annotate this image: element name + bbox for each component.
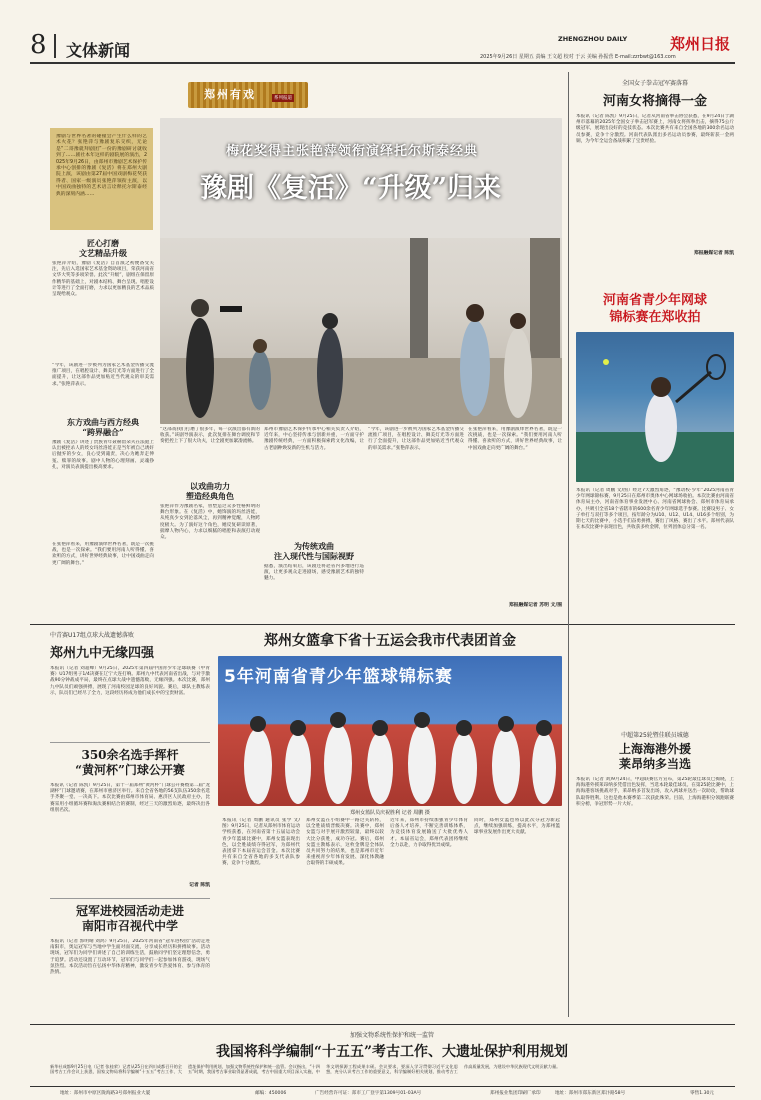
basketball-caption: 郑州女篮队员庆祝胜利 记者 周鹏 摄 [350, 810, 430, 816]
feature-para-6: “这部戏我们打磨了很多年，每一次演出都有新的收获。”该剧导演表示，此次复排在舞台调度和节奏把控上下了很大功夫，让全剧更加紧凑流畅。 [160, 427, 260, 445]
gateball-byline: 记者 陈凯 [189, 883, 210, 888]
feature-para-3: 豫剧《复活》讲述了贵族青年聂赫留朵夫在法庭上认出被控杀人的妓女玛丝洛娃正是当年被自己诱奸后抛弃的少女，良心受到谴责，决心为她奔走伸冤、赎罪的故事。剧中人物的心理刻画、灵魂挣扎，对演员表演提出极高要求。 [52, 440, 154, 470]
feature-para-5: 张艳萍作为豫剧名家，曾塑造过众多性格鲜明的舞台形象。在《复活》中，她饰演的玛丝洛娃，从纯真少女到沦落风尘，再到精神觉醒，人物跨度极大。为了演好这个角色，她反复研读原著，揣摩人物内心，力求以细腻的唱腔和表演打动观众。 [160, 504, 260, 541]
shanghai-body: 本报讯（记者 刘)9月24日，中超联赛官方宣布，第25轮最佳球员已揭晓，上海海港外援莱昂纳多凭借出色发挥，当选本轮最佳球员。在第25轮比赛中，上海海港客场挑战对手，莱昂纳多首发出场，攻入两球并送出一次助攻，帮助球队取得胜利。这也是他本赛季第二次获此殊荣。目前，上海海港积分领跑联赛积分榜，争冠形势一片大好。 [576, 777, 734, 807]
tennis-article [576, 292, 734, 617]
u17-pre: 中青赛U17组点球大战遗憾落败 [50, 632, 135, 639]
school-body: 本报讯（记者 郭明晴 刘鸿）9月25日，2025年河南省“冠军进校园”活动走进南阳市，奥运冠军与当地中学生面对面交流，分享成长经历和拼搏故事。活动现场，冠军们为同学们讲述了自己的训练生活，鼓励同学们坚定理想信念，勇于追梦。活动还设置了互动环节，冠军们与同学们一起参加体育游戏，现场气氛热烈。本次活动旨在弘扬中华体育精神，激发青少年热爱体育、参与体育的热情。 [50, 939, 210, 976]
gateball-headline: 350余名选手挥杆 “黄河杯”门球公开赛 [75, 748, 185, 777]
paper-name-en: ZHENGZHOU DAILY [558, 35, 628, 43]
figure-woman [460, 320, 490, 416]
feature-col-3 [264, 427, 364, 615]
date-line: 2025年9月26日 星期五 责编 王文超 校对 于云 美编 孙振营 E-mail:zzrbwt@163.com [480, 54, 676, 60]
feature-col-5 [468, 427, 562, 617]
footer-print: 郑州报业集团印刷厂承印 [490, 1091, 541, 1096]
feature-intro: 豫剧与世界名著的碰撞会产生什么样的艺术火花？张艳萍与豫剧复乐交织，无论是“二哥豫就拜剧团”一份的豫剧研讨就收到了……剧社本年这样的剧院展的演出，2025年9月26日，由郑州市豫剧艺术保护传承中心创排的豫剧《复活》将在郑州大剧院上演，该剧由第27届中国戏剧梅花奖获得者、国家一级演员张艳萍领衔主演，以中国戏曲独特的艺术语言诠释托尔斯泰经典的深刻内涵…… [56, 134, 147, 197]
feature-col-2 [160, 427, 260, 615]
u17-body: 本报讯（记者 刘超峰）9月25日，2025年第四届中国青少年足球联赛（中青赛）U17组男子1/4决赛在辽宁大连打响。郑州九中代表河南省出战，与对手激战90分钟战成平局，最终在点球大战中遗憾落败，无缘四强。本次比赛，郑州九中队员们顽强拼搏，展现了河南校园足球的良好风貌。赛后，球队主教练表示，队员们已经尽了全力，这段经历将成为他们成长中的宝贵财富。 [50, 666, 210, 696]
basketball-photo [218, 656, 562, 806]
u17-headline: 郑州九中无缘四强 [50, 646, 155, 661]
paper-logo: 郑州日报 [670, 35, 731, 53]
boxing-pre: 全国女子拳击冠军赛落幕 [621, 80, 688, 87]
shanghai-article [576, 730, 734, 1020]
footer-price: 零售1.30元 [690, 1091, 715, 1096]
basketball-headline: 郑州女篮拿下省十五运会我市代表团首金 [264, 633, 516, 649]
feature-para-8: 据悉，演出结束后，该剧还将赴省内多地进行巡演，让更多观众走进剧场，感受豫剧艺术的独特魅力。 [264, 564, 364, 582]
feature-sub-4: 为传统戏曲 注入现代性与国际视野 [274, 541, 354, 561]
masthead-rule [30, 62, 735, 64]
separator-left-2 [50, 898, 210, 899]
footer [30, 1086, 735, 1099]
badge-sub: 系列报道 [274, 96, 292, 101]
team-illustration [218, 656, 562, 806]
tennis-body: 本报讯（记者 周鹏 文/图）经过7天激烈角逐，“豫动校·少年”2025河南省青少年网球锦标赛，9月25日在郑州市奥体中心网球场收拍。本次比赛由河南省体育局主办，河南省体育事业发展中心、河南省网球协会、郑州市体育局承办，共吸引全省18个省辖市的600余名青少年网球选手参赛。比赛设男子、女子单打与双打等多个项目，按年龄分为U10、U12、U14、U16多个组别，为期七天的比赛中，小选手们奋勇拼搏，赛出了风格、赛出了水平。郑州代表队在本次比赛中表现出色，共收获多枚金牌，位列团体总分第一名。 [576, 488, 734, 531]
basketball-body-2: 郑州女篮在小组赛中一路过关斩将，以全胜战绩晋级决赛。决赛中，郑州女篮与对手展开激烈较量，最终以较大比分获胜，成功夺冠。赛后，郑州女篮主教练表示，这枚金牌是全体队员共同努力的结果，也是郑州市近年来重视青少年体育发展、深化体教融合取得的丰硕成果。 [306, 818, 384, 867]
feature-para-7: 郑州市豫剧艺术保护传承中心相关负责人介绍，近年来，中心坚持传承与创新并重，一方面守护豫剧传统经典，一方面积极探索跨文化改编，让古老剧种焕发新的生机与活力。 [264, 427, 364, 451]
feature-para-2: “今年，该剧进一步被列为国家艺术基金传播交流推广项目，在唱腔设计、舞美灯光等方面进行了全面提升，让这部作品更加贴近当代观众的审美需求。”张艳萍表示。 [52, 363, 154, 387]
footer-address: 地址：郑州市中原区陇海路3号郑州报业大厦 [60, 1091, 151, 1096]
archaeology-article [50, 1030, 734, 1082]
tennis-player-illustration [576, 332, 734, 482]
u17-article [50, 630, 210, 730]
stage-illustration [160, 118, 562, 424]
feature-headline: 豫剧《复活》“升级”归来 [200, 173, 502, 204]
feature-intro-box [50, 128, 153, 230]
figure-kneeling [249, 350, 271, 410]
feature-para-2b: “今年，该剧进一步被列为国家艺术基金传播交流推广项目，在唱腔设计、舞美灯光等方面进行了全面提升，让这部作品更加贴近当代观众的审美需求。”张艳萍表示。 [368, 427, 464, 451]
separator-left-1 [50, 742, 210, 743]
section-title: 文体新闻 [66, 41, 131, 60]
feature-para-4b: 在张艳萍看来，用豫剧演绎世界名著，既是一次挑战，也是一次探索。“我们要用河南人听得懂、喜欢听的方式，讲好世界经典故事，让中国戏曲走向更广阔的舞台。” [468, 427, 562, 451]
feature-para-1: 张艳萍介绍，豫剧《复活》自首演之初便备受关注，先后入选国家艺术基金资助项目，荣获河南省文华大奖等多项荣誉。此次“升级”，剧组在保留原作精华的基础上，对剧本结构、舞台呈现、唱腔设计等进行了全面打磨，力求以更加精良的艺术品质呈现给观众。 [52, 261, 154, 298]
boxing-headline: 河南女将摘得一金 [602, 94, 707, 109]
boxing-article [576, 78, 734, 278]
footer-zip: 邮编：450006 [255, 1091, 287, 1096]
basketball-body-1: 本报讯（记者 周鹏 通讯员 张学 文/图）9月25日，记者从郑州市体育运动学校获悉，在河南省第十五届运动会青少年篮球比赛中，郑州女篮表现出色，以全胜战绩夺得冠军，为郑州代表团拿下本届省运会首金。本次比赛共有来自全省各地的多支代表队参赛，竞争十分激烈。 [222, 818, 300, 867]
figure-officer [186, 318, 214, 418]
boxing-byline: 郑报融媒记者 陈凯 [693, 251, 734, 256]
separator-vertical [568, 72, 569, 1017]
feature-col-4 [368, 427, 464, 615]
feature-photo [160, 118, 562, 424]
footer-print-addr: 地址：郑州市郑东新区郑汴路58号 [555, 1091, 626, 1096]
badge-title: 郑州有戏 [204, 88, 256, 101]
figure-soldier [317, 328, 343, 418]
tennis-photo [576, 332, 734, 482]
archaeology-headline: 我国将科学编制“十五五”考古工作、大遗址保护利用规划 [215, 1044, 569, 1060]
gateball-body: 本报讯（记者 陈凯）9月25日，第十一届郑州“黄河杯”门球公开赛暨第二届“龙湖杯”门球邀请赛，在郑州市惠济区举行。来自全省各地的56支队伍350余名选手齐聚一堂、一决高下。本次比赛由郑州市体育局、惠济区人民政府主办，比赛采用小组循环赛和淘汰赛相结合的赛制，经过三天的激烈角逐，最终决出各组别名次。 [50, 783, 210, 813]
footer-license: 广告经营许可证：郑市工广登字第1309号01-03A号 [315, 1091, 422, 1096]
shanghai-pre: 中超第25轮暨佳联员城德 [621, 732, 689, 739]
separator-bottom [30, 1024, 735, 1025]
feature-byline: 郑报融媒记者 苏明 文/图 [508, 603, 562, 608]
shanghai-headline: 上海海港外援 莱昂纳多当选 [618, 742, 691, 771]
feature-sub-2: 东方戏曲与西方经典 “跨界融合” [67, 417, 139, 437]
archaeology-pre: 加强文物系统性保护和统一监管 [349, 1032, 434, 1039]
basketball-article [218, 630, 562, 1030]
archaeology-body: 新华社成都9月25日电（记者 张桂荣）记者从25日在四川成都召开的全国考古工作会议上获悉，国家文物局将科学编制“十五五”考古工作、大遗址保护利用规划，加强文物系统性保护和统一监管。会议指出，“十四五”时期，我国考古事业取得显著成就，考古中国重大项目深入实施，中华文明探源工程成果丰硕。会议要求，要深入学习贯彻习近平文化思想，充分认识考古工作的重要意义，科学编制好相关规划，推动考古工作高质量发展，为建设中华民族现代文明贡献力量。 [50, 1064, 561, 1075]
tennis-headline: 河南省青少年网球 锦标赛在郑收拍 [602, 293, 707, 325]
gateball-article [50, 748, 210, 888]
basketball-body-3: 近年来，郑州市持续加强青少年体育后备人才培养，不断完善训练体系，为竞技体育发展输送了大批优秀人才。本届省运会，郑州代表团将继续全力以赴，力争取得优异成绩。 [390, 818, 468, 848]
boxing-body: 本报讯（记者 陈凯）9月25日，记者从河南省拳击协会获悉，在9月24日于湖州市落幕的2025年全国女子拳击冠军赛上，河南女将挥拳出击，摘得75公斤级冠军，展现出良好的竞技状态。本次比赛共有来自全国各地的300余名运动员参赛，竞争十分激烈。河南代表队派出多名运动员参赛，最终斩获一金两铜，为今年全运会备战积累了宝贵经验。 [576, 114, 734, 144]
feature-sub-3: 以戏曲功力 塑造经典角色 [186, 481, 234, 501]
basketball-body-4: 同时，郑州女篮也将以此次夺冠为新起点，继续加强训练，提高水平，为郑州篮球事业发展作出更大贡献。 [474, 818, 560, 836]
feature-badge [188, 82, 308, 108]
feature-sub-1: 匠心打磨 文艺精品升级 [79, 238, 127, 258]
feature-para-4: 在张艳萍看来，用豫剧演绎世界名著，既是一次挑战，也是一次探索。“我们要用河南人听得懂、喜欢听的方式，讲好世界经典故事，让中国戏曲走向更广阔的舞台。” [52, 542, 154, 566]
figure-nobleman [504, 328, 532, 418]
tennis-ball [603, 359, 609, 365]
masthead-divider [54, 34, 56, 58]
school-article [50, 904, 210, 1024]
feature-kicker: 梅花奖得主张艳萍领衔演绎托尔斯泰经典 [226, 144, 479, 159]
school-headline: 冠军进校园活动走进 南阳市召视代中学 [75, 904, 184, 933]
feature-col-1 [52, 238, 154, 646]
basketball-banner: 5年河南省青少年篮球锦标赛 [224, 667, 453, 687]
masthead [30, 30, 735, 64]
page-number: 8 [30, 30, 47, 60]
stage-pillar [410, 238, 428, 358]
